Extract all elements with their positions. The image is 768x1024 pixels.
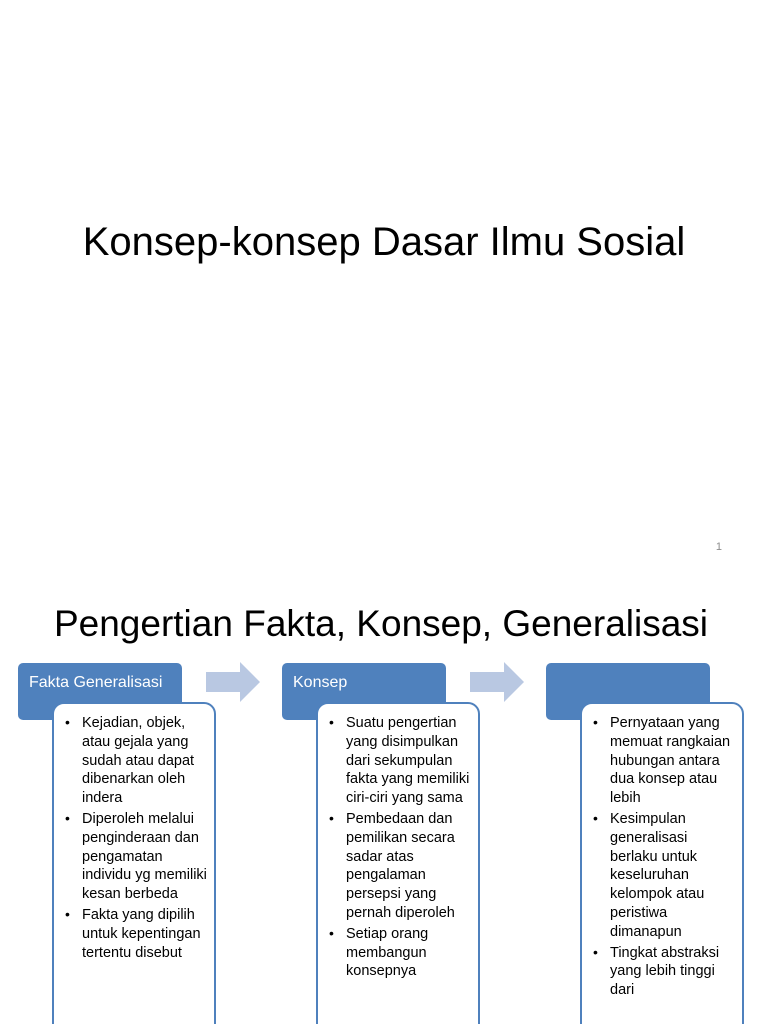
fakta-bullet-3: • Fakta yang dipilih untuk kepentingan tertentu disebut	[64, 906, 208, 962]
generalisasi-bullet-1: • Pernyataan yang memuat rangkaian hubungan antara dua konsep atau lebih	[592, 714, 736, 808]
konsep-bullet-list	[328, 714, 472, 981]
fakta-bullet-list	[64, 714, 208, 962]
konsep-header-label: Konsep	[293, 674, 348, 691]
konsep-bullet-3: • Setiap orang membangun konsepnya	[328, 925, 472, 981]
generalisasi-bullet-2: • Kesimpulan generalisasi berlaku untuk keseluruhan kelompok atau peristiwa dimanapun	[592, 810, 736, 942]
page-number: 1	[715, 541, 722, 553]
konsep-bullet-1: • Suatu pengertian yang disimpulkan dari sekumpulan fakta yang memiliki ciri-ciri yang sama	[328, 714, 472, 808]
slide-1-title: Konsep-konsep Dasar Ilmu Sosial	[82, 220, 686, 264]
fakta-content-box	[52, 702, 216, 1024]
slide-2	[0, 576, 768, 1024]
konsep-bullet-2: • Pembedaan dan pemilikan secara sadar atas pengalaman persepsi yang pernah diperoleh	[328, 810, 472, 923]
fakta-bullet-1: • Kejadian, objek, atau gejala yang sudah atau dapat dibenarkan oleh indera	[64, 714, 208, 808]
fakta-header-label: Fakta Generalisasi	[29, 674, 163, 691]
generalisasi-bullet-list	[592, 714, 736, 1000]
konsep-content-box	[316, 702, 480, 1024]
right-arrow-icon	[206, 662, 262, 702]
generalisasi-bullet-3: • Tingkat abstraksi yang lebih tinggi dari	[592, 944, 736, 1000]
slide-2-title: Pengertian Fakta, Konsep, Generalisasi	[53, 603, 709, 644]
generalisasi-content-box	[580, 702, 744, 1024]
fakta-bullet-2: • Diperoleh melalui penginderaan dan pengamatan individu yg memiliki kesan berbeda	[64, 810, 208, 904]
right-arrow-icon	[470, 662, 526, 702]
